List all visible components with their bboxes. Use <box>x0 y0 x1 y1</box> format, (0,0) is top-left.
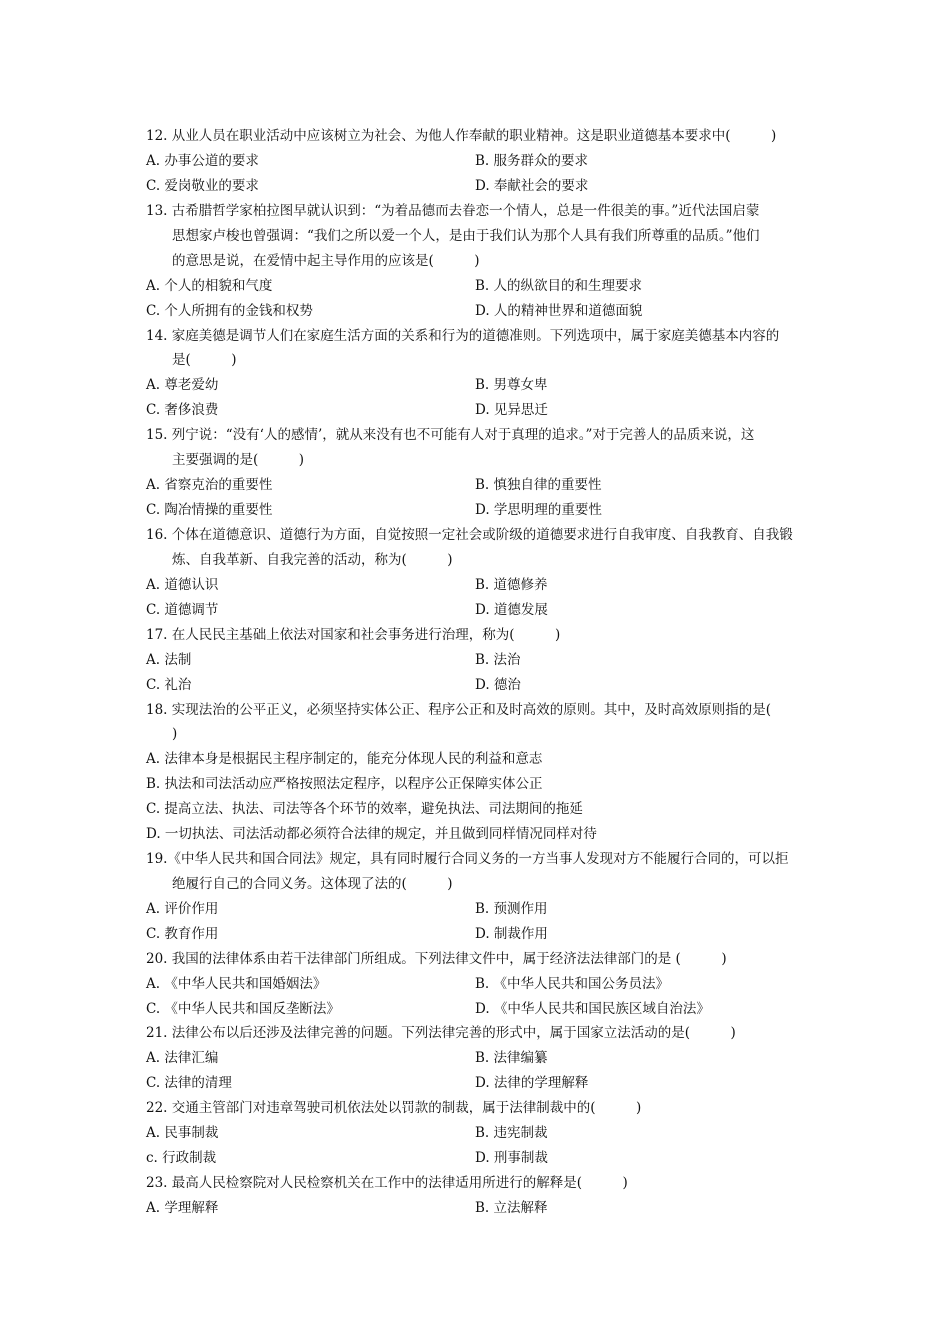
question-18-option-b: B. 执法和司法活动应严格按照法定程序，以程序公正保障实体公正 <box>146 776 543 792</box>
question-19-option-b: B. 预测作用 <box>475 901 548 917</box>
question-12-option-b: B. 服务群众的要求 <box>475 153 589 169</box>
question-13-option-b: B. 人的纵欲目的和生理要求 <box>475 278 643 294</box>
question-12-stem: 12. 从业人员在职业活动中应该树立为社会、为他人作奉献的职业精神。这是职业道德基本要求中( ) <box>146 128 777 144</box>
question-20-option-a: A. 《中华人民共和国婚姻法》 <box>146 976 327 992</box>
question-21-option-d: D. 法律的学理解释 <box>475 1075 589 1091</box>
question-19-option-a: A. 评价作用 <box>146 901 219 917</box>
question-13-stem: 13. 古希腊哲学家柏拉图早就认识到：“为着品德而去眷恋一个情人，总是一件很美的事。”近代法国启蒙 <box>146 203 760 219</box>
question-14-option-a: A. 尊老爱幼 <box>146 377 219 393</box>
question-12-option-d: D. 奉献社会的要求 <box>475 178 589 194</box>
question-23-stem: 23. 最高人民检察院对人民检察机关在工作中的法律适用所进行的解释是( ) <box>146 1175 628 1191</box>
question-14-stem-cont: 是( ) <box>172 352 237 368</box>
question-13-option-a: A. 个人的相貌和气度 <box>146 278 273 294</box>
question-20-option-b: B. 《中华人民共和国公务员法》 <box>475 976 670 992</box>
question-16-option-b: B. 道德修养 <box>475 577 548 593</box>
question-12-option-a: A. 办事公道的要求 <box>146 153 259 169</box>
question-18-option-a: A. 法律本身是根据民主程序制定的，能充分体现人民的利益和意志 <box>146 751 543 767</box>
question-15-stem-cont: 主要强调的是( ) <box>172 452 305 468</box>
question-17-option-d: D. 德治 <box>475 677 521 693</box>
question-19-stem: 19.《中华人民共和国合同法》规定，具有同时履行合同义务的一方当事人发现对方不能履行合同的，可以拒 <box>146 851 789 867</box>
question-18-stem: 18. 实现法治的公平正义，必须坚持实体公正、程序公正和及时高效的原则。其中，及时高效原则指的是( <box>146 702 772 718</box>
question-16-option-d: D. 道德发展 <box>475 602 548 618</box>
question-16-stem: 16. 个体在道德意识、道德行为方面，自觉按照一定社会或阶级的道德要求进行自我审度、自我教育、自我锻 <box>146 527 793 543</box>
question-14-option-d: D. 见异思迁 <box>475 402 548 418</box>
question-18-option-c: C. 提高立法、执法、司法等各个环节的效率，避免执法、司法期间的拖延 <box>146 801 583 817</box>
question-22-stem: 22. 交通主管部门对违章驾驶司机依法处以罚款的制裁，属于法律制裁中的( ) <box>146 1100 642 1116</box>
question-23-option-b: B. 立法解释 <box>475 1200 548 1216</box>
question-20-option-d: D. 《中华人民共和国民族区域自治法》 <box>475 1001 710 1017</box>
question-19-stem-cont: 绝履行自己的合同义务。这体现了法的( ) <box>172 876 453 892</box>
question-15-option-b: B. 慎独自律的重要性 <box>475 477 602 493</box>
question-15-option-a: A. 省察克治的重要性 <box>146 477 273 493</box>
question-13-stem-cont: 思想家卢梭也曾强调：“我们之所以爱一个人，是由于我们认为那个人具有我们所尊重的品质。”他们 <box>172 228 760 244</box>
question-12-option-c: C. 爱岗敬业的要求 <box>146 178 259 194</box>
question-18-stem-cont: ) <box>172 726 178 742</box>
question-23-option-a: A. 学理解释 <box>146 1200 219 1216</box>
question-17-stem: 17. 在人民民主基础上依法对国家和社会事务进行治理，称为( ) <box>146 627 561 643</box>
question-22-option-d: D. 刑事制裁 <box>475 1150 548 1166</box>
question-14-stem: 14. 家庭美德是调节人们在家庭生活方面的关系和行为的道德准则。下列选项中，属于家庭美德基本内容的 <box>146 328 780 344</box>
question-21-option-b: B. 法律编纂 <box>475 1050 548 1066</box>
question-19-option-c: C. 教育作用 <box>146 926 219 942</box>
question-17-option-c: C. 礼治 <box>146 677 192 693</box>
question-22-option-b: B. 违宪制裁 <box>475 1125 548 1141</box>
question-16-stem-cont: 炼、自我革新、自我完善的活动，称为( ) <box>172 552 453 568</box>
question-15-option-c: C. 陶冶情操的重要性 <box>146 502 273 518</box>
question-13-option-d: D. 人的精神世界和道德面貌 <box>475 303 643 319</box>
question-15-stem: 15. 列宁说：“没有‘人的感情’，就从来没有也不可能有人对于真理的追求。”对于完善人的品质来说，这 <box>146 427 755 443</box>
question-13-stem-cont: 的意思是说，在爱情中起主导作用的应该是( ) <box>172 253 480 269</box>
question-18-option-d: D. 一切执法、司法活动都必须符合法律的规定，并且做到同样情况同样对待 <box>146 826 597 842</box>
question-21-stem: 21. 法律公布以后还涉及法律完善的问题。下列法律完善的形式中，属于国家立法活动的是( ) <box>146 1025 736 1041</box>
question-20-stem: 20. 我国的法律体系由若干法律部门所组成。下列法律文件中，属于经济法法律部门的是 ( ) <box>146 951 727 967</box>
question-13-option-c: C. 个人所拥有的金钱和权势 <box>146 303 313 319</box>
question-20-option-c: C. 《中华人民共和国反垄断法》 <box>146 1001 340 1017</box>
question-22-option-a: A. 民事制裁 <box>146 1125 219 1141</box>
question-17-option-a: A. 法制 <box>146 652 192 668</box>
question-16-option-a: A. 道德认识 <box>146 577 219 593</box>
question-21-option-c: C. 法律的清理 <box>146 1075 232 1091</box>
question-22-option-c: c. 行政制裁 <box>146 1150 217 1166</box>
question-14-option-c: C. 奢侈浪费 <box>146 402 219 418</box>
question-17-option-b: B. 法治 <box>475 652 521 668</box>
question-14-option-b: B. 男尊女卑 <box>475 377 548 393</box>
question-19-option-d: D. 制裁作用 <box>475 926 548 942</box>
question-15-option-d: D. 学思明理的重要性 <box>475 502 602 518</box>
question-16-option-c: C. 道德调节 <box>146 602 219 618</box>
question-21-option-a: A. 法律汇编 <box>146 1050 219 1066</box>
